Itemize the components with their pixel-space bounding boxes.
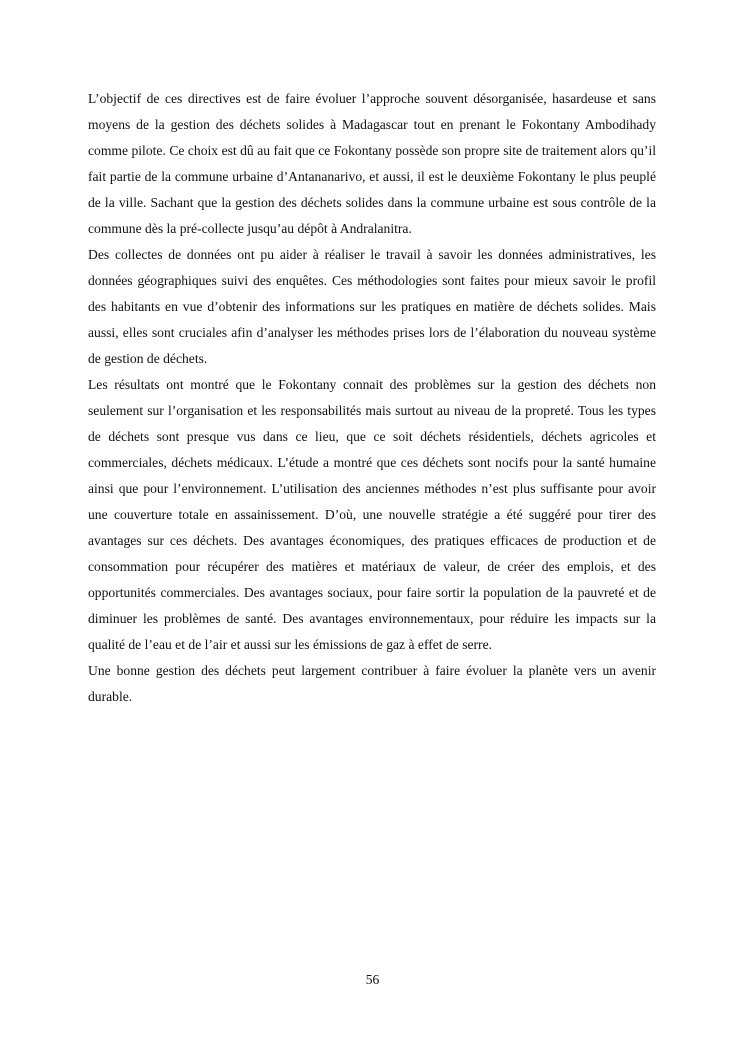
body-text bbox=[88, 86, 656, 710]
paragraph-data-collection: Des collectes de données ont pu aider à réaliser le travail à savoir les données administratives, les données géographiques suivi des enquêtes. Ces méthodologies sont faites pour mieux savoir le profil des habitants en vue d’obtenir des informations sur les pratiques en matière de déchets solides. Mais aussi, elles sont cruciales afin d’analyser les méthodes prises lors de l’élaboration du nouveau système de gestion de déchets. bbox=[88, 247, 656, 366]
page-number: 56 bbox=[365, 972, 380, 987]
paragraph-objective: L’objectif de ces directives est de faire évoluer l’approche souvent désorganisée, hasardeuse et sans moyens de la gestion des déchets solides à Madagascar tout en prenant le Fokontany Ambodihady comme pilote. Ce choix est dû au fait que ce Fokontany possède son propre site de traitement alors qu’il fait partie de la commune urbaine d’Antananarivo, et aussi, il est le deuxième Fokontany le plus peuplé de la ville. Sachant que la gestion des déchets solides dans la commune urbaine est sous contrôle de la commune dès la pré-collecte jusqu’au dépôt à Andralanitra. bbox=[88, 91, 656, 236]
paragraph-conclusion: Une bonne gestion des déchets peut largement contribuer à faire évoluer la planète vers un avenir durable. bbox=[88, 663, 656, 704]
paragraph-results: Les résultats ont montré que le Fokontany connait des problèmes sur la gestion des déchets non seulement sur l’organisation et les responsabilités mais surtout au niveau de la propreté. Tous les types de déchets sont presque vus dans ce lieu, que ce soit déchets résidentiels, déchets agricoles et commerciales, déchets médicaux. L’étude a montré que ces déchets sont nocifs pour la santé humaine ainsi que pour l’environnement. L’utilisation des anciennes méthodes n’est plus suffisante pour avoir une couverture totale en assainissement. D’où, une nouvelle stratégie a été suggéré pour tirer des avantages sur ces déchets. Des avantages économiques, des pratiques efficaces de production et de consommation pour récupérer des matières et matériaux de valeur, de créer des emplois, et des opportunités commerciales. Des avantages sociaux, pour faire sortir la population de la pauvreté et de diminuer les problèmes de santé. Des avantages environnementaux, pour réduire les impacts sur la qualité de l’eau et de l’air et aussi sur les émissions de gaz à effet de serre. bbox=[88, 377, 656, 652]
